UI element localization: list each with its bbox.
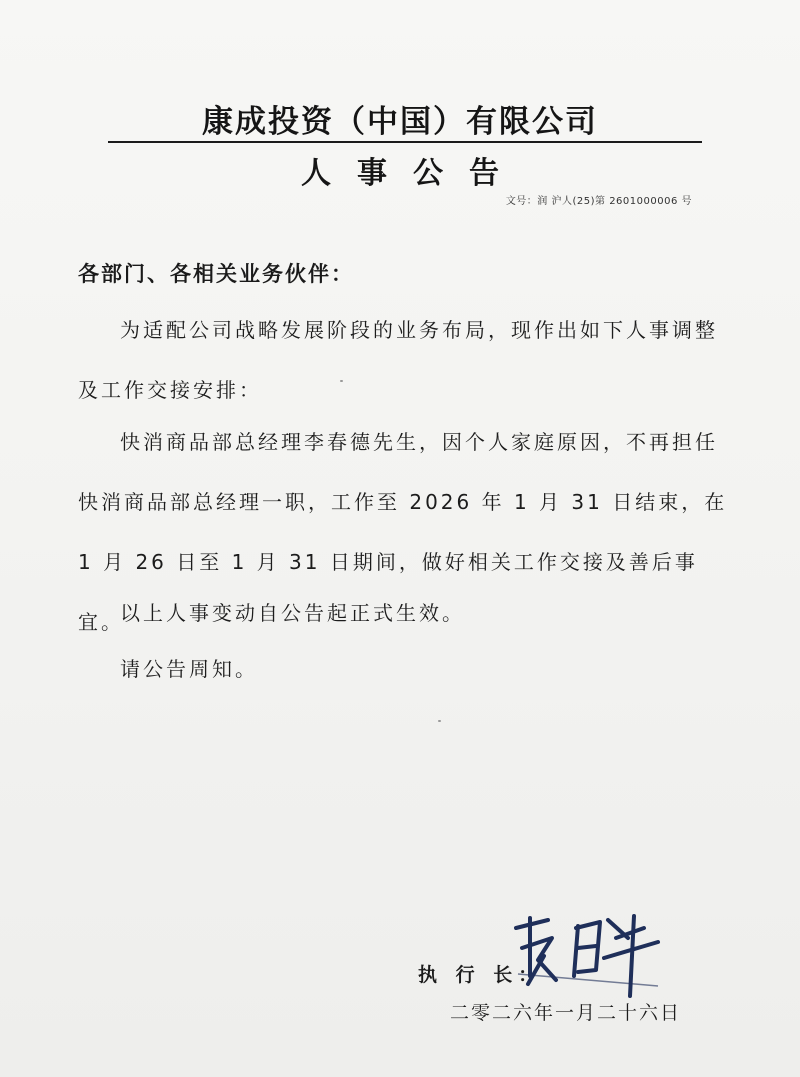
handwritten-signature — [508, 898, 668, 998]
salutation: 各部门、各相关业务伙伴： — [78, 262, 354, 286]
paragraph-effective: 以上人事变动自公告起正式生效。 — [120, 601, 465, 625]
company-name: 康成投资（中国）有限公司 — [202, 104, 598, 140]
paper-speck — [340, 380, 343, 382]
signer-label: 执 行 长： — [418, 964, 544, 986]
paper-speck — [438, 720, 441, 722]
paragraph-intro: 为适配公司战略发展阶段的业务布局，现作出如下人事调整及工作交接安排： — [78, 318, 718, 402]
paragraph-personnel-change: 快消商品部总经理李春德先生，因个人家庭原因，不再担任快消商品部总经理一职，工作至 2026 年 1 月 31 日结束，在 1 月 26 日至 1 月 31 日期间，做好相关工作交接及善后事宜。 — [78, 430, 728, 634]
document-number: 文号：润 沪人(25)第 2601000006 号 — [505, 196, 692, 207]
date: 二零二六年一月二十六日 — [450, 1002, 682, 1024]
paragraph-closing: 请公告周知。 — [120, 657, 258, 681]
header-divider — [108, 141, 702, 143]
notice-title: 人事公告 — [301, 156, 525, 191]
